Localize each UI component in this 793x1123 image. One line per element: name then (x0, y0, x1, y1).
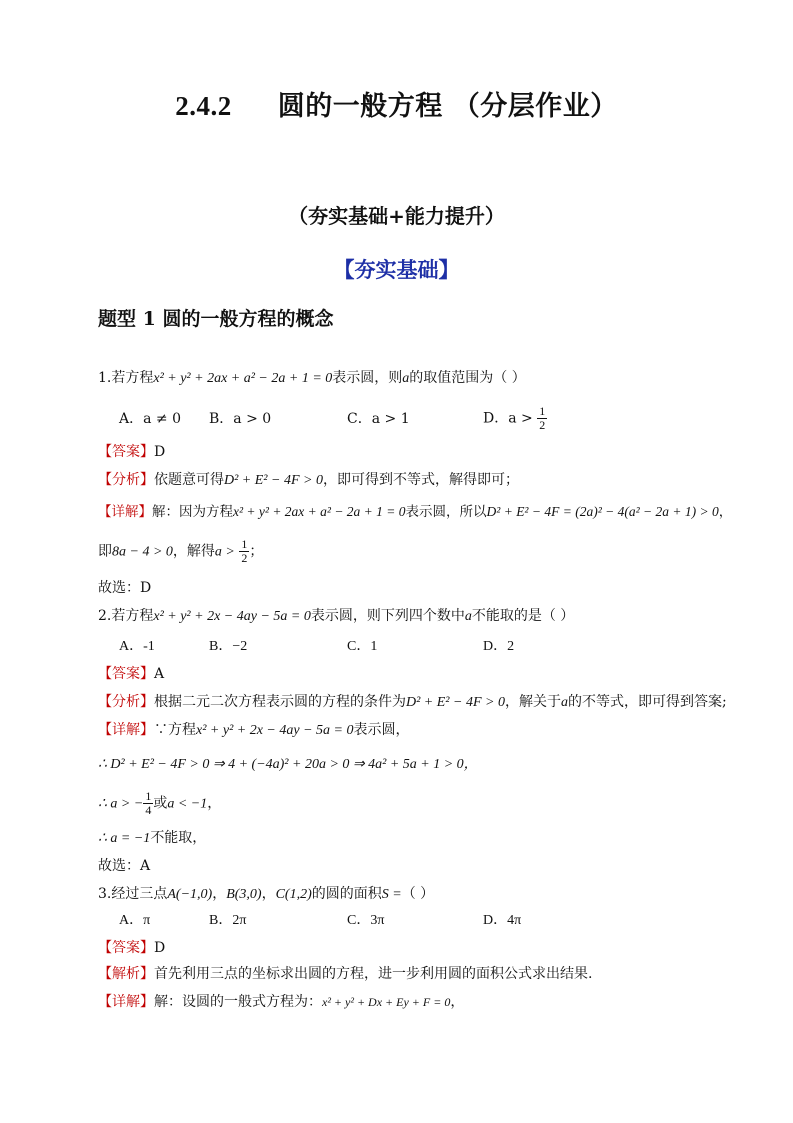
q1-analysis: 【分析】依题意可得D² + E² − 4F > 0，即可得到不等式，解得即可； (98, 472, 519, 488)
q3-detail: 【详解】解：设圆的一般式方程为：x² + y² + Dx + Ey + F = 0， (98, 994, 465, 1010)
q1-answer: 【答案】D (98, 444, 166, 460)
q1-option-c: C．a > 1 (347, 410, 410, 427)
q2-detail: 【详解】∵方程x² + y² + 2x − 4ay − 5a = 0表示圆， (98, 722, 410, 738)
q3-answer: 【答案】D (98, 940, 166, 956)
q3-point-b: B(3,0) (226, 887, 262, 902)
section-heading: 【夯实基础】 (333, 257, 460, 282)
q2-options (119, 636, 514, 657)
q1-options (119, 405, 547, 432)
q3-option-c: C．3π (347, 913, 385, 928)
q2-stem: 2.若方程x² + y² + 2x − 4ay − 5a = 0表示圆，则下列四个数中a不能取的是（ ） (98, 608, 575, 624)
q1-option-a: A．a ≠ 0 (119, 410, 181, 427)
q1-option-b: B．a > 0 (209, 410, 272, 427)
page-title (0, 84, 793, 123)
q3-point-c: C(1,2) (275, 887, 312, 902)
q2-choose: 故选：A (98, 858, 151, 874)
q1-equation: x² + y² + 2ax + a² − 2a + 1 = 0 (153, 371, 333, 386)
title-text: 圆的一般方程 （分层作业） (277, 91, 618, 122)
q3-option-a: A．π (119, 913, 151, 928)
topic-heading: 题型 1 圆的一般方程的概念 (98, 308, 334, 330)
q1-option-d-fraction: $\frac{1}{2}$ (539, 404, 546, 432)
q2-analysis: 【分析】根据二元二次方程表示圆的方程的条件为D² + E² − 4F > 0，解关于a的不等式，即可得到答案; (98, 694, 727, 710)
q2-option-c: C．1 (347, 639, 378, 654)
q2-option-d: D．2 (483, 639, 515, 654)
q1-option-d: D．a > $\frac{1}{2}$ (483, 404, 546, 432)
q2-detail-fraction: $\frac{1}{4}$ (145, 789, 152, 817)
q2-detail-line3: ∴ a > − $\frac{1}{4}$ 或a < −1， (98, 789, 222, 817)
q3-option-b: B．2π (209, 913, 247, 928)
q1-stem: 1.若方程x² + y² + 2ax + a² − 2a + 1 = 0表示圆，则a的取值范围为（ ） (98, 370, 526, 386)
q2-option-b: B．−2 (209, 639, 248, 654)
q1-detail: 【详解】解：因为方程x² + y² + 2ax + a² − 2a + 1 = 0表示圆，所以D² + E² − 4F = (2a)² − 4(a² − 2a + 1) > 0， (98, 504, 733, 520)
title-number: 2.4.2 (175, 91, 232, 121)
q2-detail-line2: ∴ D² + E² − 4F > 0 ⇒ 4 + (−4a)² + 20a > 0 ⇒ 4a² + 5a + 1 > 0， (98, 757, 478, 772)
q1-detail-line2: 即8a − 4 > 0，解得a > $\frac{1}{2}$ ； (98, 537, 264, 565)
q3-option-d: D．4π (483, 913, 522, 928)
q3-stem: 3.经过三点A(−1,0)，B(3,0)，C(1,2)的圆的面积S =（ ） (98, 886, 435, 902)
q3-parse: 【解析】首先利用三点的坐标求出圆的方程，进一步利用圆的面积公式求出结果. (98, 966, 593, 982)
q2-answer: 【答案】A (98, 666, 165, 682)
q1-detail-fraction: $\frac{1}{2}$ (241, 537, 248, 565)
q2-option-a: A．-1 (119, 639, 155, 654)
page-subtitle: （夯实基础+能力提升） (288, 204, 505, 228)
q3-point-a: A(−1,0) (167, 887, 213, 902)
q2-equation: x² + y² + 2x − 4ay − 5a = 0 (153, 609, 311, 624)
q3-options (119, 910, 521, 931)
q2-detail-line4: ∴ a = −1不能取， (98, 830, 207, 846)
q1-choose: 故选：D (98, 580, 152, 596)
